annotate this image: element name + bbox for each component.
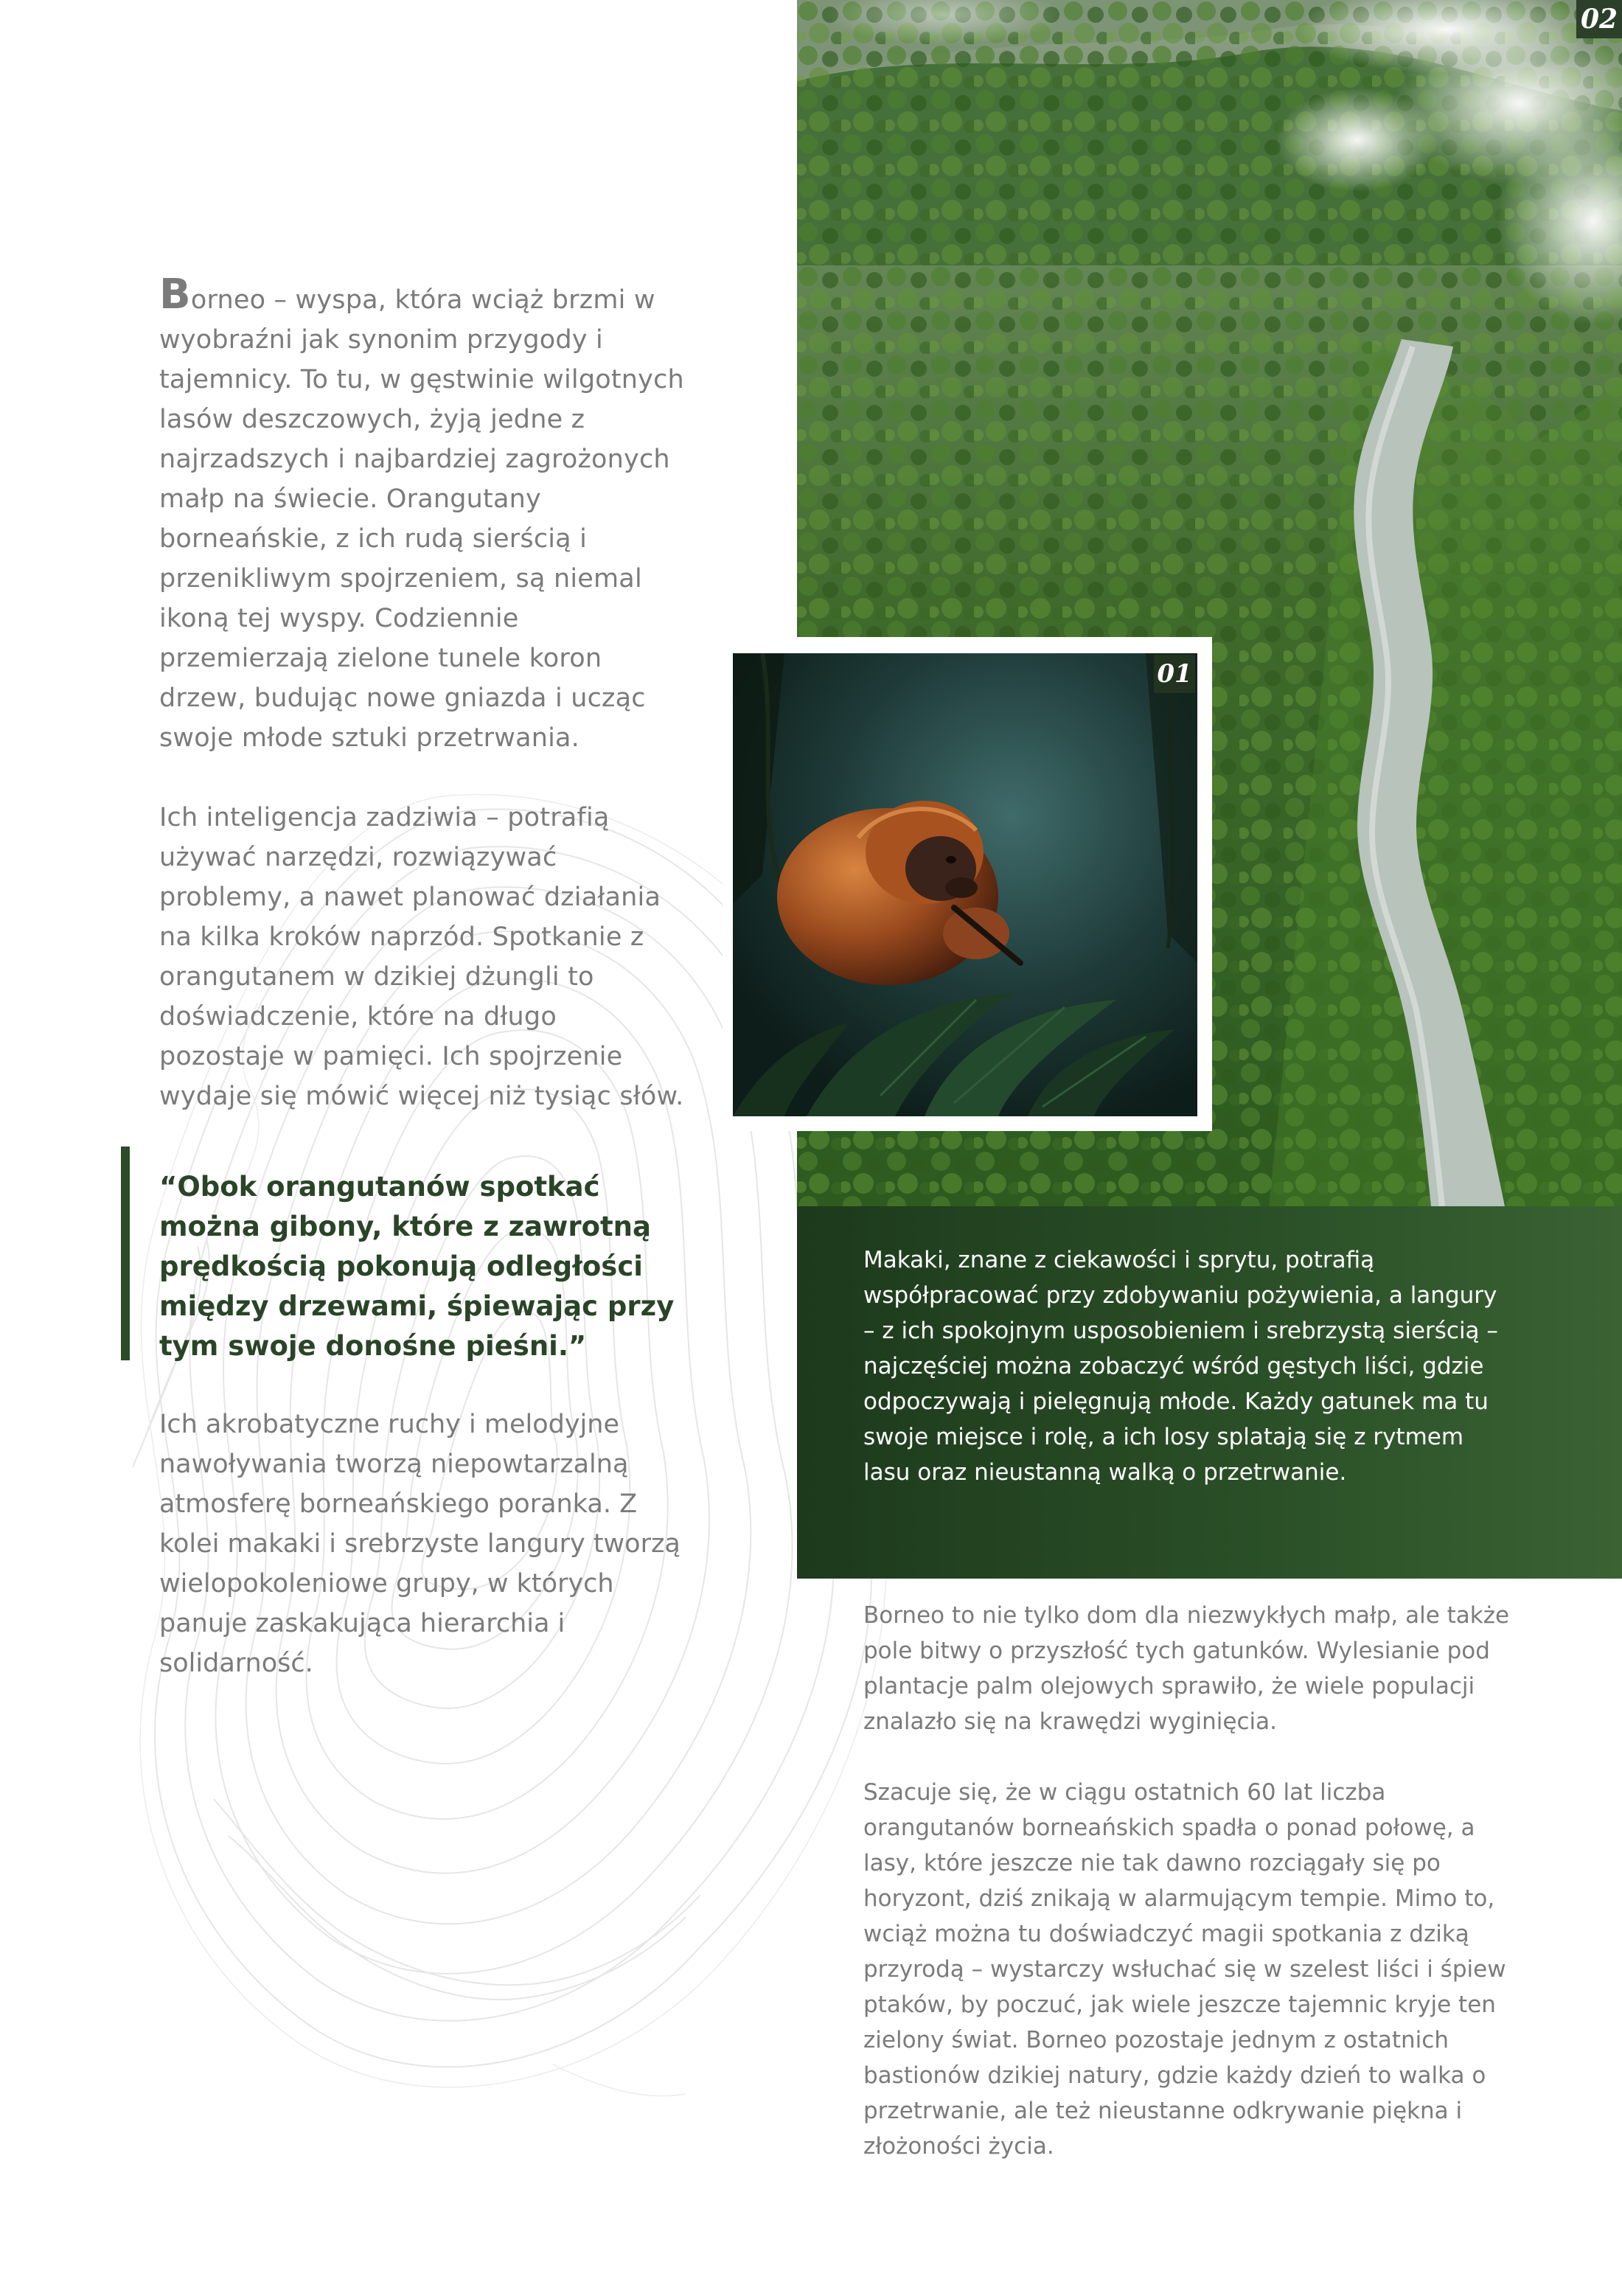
body-paragraph-2: Ich inteligencja zadziwia – potrafią używać narzędzi, rozwiązywać problemy, a nawet planować działania na kilka kroków naprzód. Spotkanie z orangutanem w dzikiej dżungli to doświadczenie, które na długo pozostaje w pamięci. Ich spojrzenie wydaje się mówić więcej niż tysiąc słów. xyxy=(159,803,684,1111)
body-paragraph-3: Ich akrobatyczne ruchy i melodyjne nawoływania tworzą niepowtarzalną atmosferę borneańskiego poranka. Z kolei makaki i srebrzyste langury tworzą wielopokoleniowe grupy, w których panuje zaskakująca hierarchia i solidarność. xyxy=(159,1410,681,1678)
right-column xyxy=(863,1598,1512,2164)
pull-quote-bar xyxy=(121,1147,130,1360)
right-paragraph-2: Szacuje się, że w ciągu ostatnich 60 lat liczba orangutanów borneańskich spadła o ponad połowę, a lasy, które jeszcze nie tak dawno rozciągały się po horyzont, dziś znikają w alarmującym tempie. Mimo to, wciąż można tu doświadczyć magii spotkania z dziką przyrodą – wystarczy wsłuchać się w szelest liści i śpiew ptaków, by poczuć, jak wiele jeszcze tajemnic kryje ten zielony świat. Borneo pozostaje jednym z ostatnich bastionów dzikiej natury, gdzie każdy dzień to walka o przetrwanie, ale też nieustanne odkrywanie piękna i złożoności życia. xyxy=(863,1779,1506,2160)
intro-column xyxy=(159,271,690,1116)
drop-cap: B xyxy=(159,271,191,319)
right-paragraph-1: Borneo to nie tylko dom dla niezwykłych małp, ale także pole bitwy o przyszłość tych gatunków. Wylesianie pod plantacje palm olejowych sprawiło, że wiele populacji znalazło się na krawędzi wyginięcia. xyxy=(863,1602,1510,1735)
green-caption-text: Makaki, znane z ciekawości i sprytu, potrafią współpracować przy zdobywaniu pożywienia, a langury – z ich spokojnym usposobieniem i srebrzystą sierścią – najczęściej można zobaczyć wśród gęstych liści, gdzie odpoczywają i pielęgnują młode. Każdy gatunek ma tu swoje miejsce i rolę, a ich losy splatają się z rytmem lasu oraz nieustanną walką o przetrwanie. xyxy=(863,1247,1498,1486)
pull-quote: “Obok orangutanów spotkać można gibony, które z zawrotną prędkością pokonują odległości między drzewami, śpiewając przy tym swoje donośne pieśni.” xyxy=(159,1171,675,1362)
intro-text: orneo – wyspa, która wciąż brzmi w wyobraźni jak synonim przygody i tajemnicy. To tu, w gęstwinie wilgotnych lasów deszczowych, żyją jedne z najrzadszych i najbardziej zagrożonych małp na świecie. Orangutany borneańskie, z ich rudą sierścią i przenikliwym spojrzeniem, są niemal ikoną tej wyspy. Codziennie przemierzają zielone tunele koron drzew, budując nowe gniazda i ucząc swoje młode sztuki przetrwania. xyxy=(159,285,684,753)
intro-paragraph xyxy=(159,271,690,758)
photo-number: 01 xyxy=(1154,655,1195,693)
page-number: 02 xyxy=(1576,0,1622,38)
orangutan-illustration xyxy=(733,653,1197,1116)
orangutan-photo xyxy=(733,653,1197,1116)
